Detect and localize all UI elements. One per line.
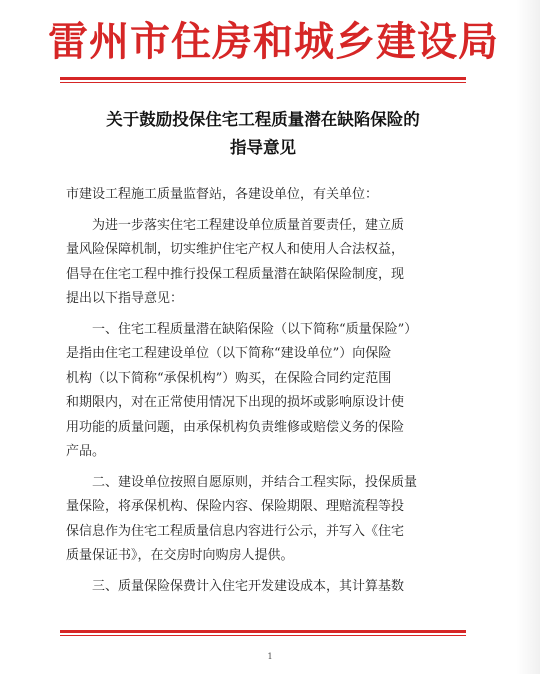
footer-rule-thick — [60, 630, 466, 633]
masthead-rule-thick — [60, 77, 466, 80]
text-line: 量风险保障机制，切实维护住宅产权人和使用人合法权益， — [66, 242, 405, 257]
document-title-line: 关于鼓励投保住宅工程质量潜在缺陷保险的 — [106, 110, 420, 129]
document-title — [60, 106, 466, 162]
text-line: 量保险，将承保机构、保险内容、保险期限、理赔流程等投 — [66, 499, 405, 514]
document-body — [66, 183, 470, 605]
text-line: 三、质量保险保费计入住宅开发建设成本，其计算基数 — [92, 578, 405, 594]
addressee: 市建设工程施工质量监督站，各建设单位，有关单位： — [66, 187, 379, 202]
text-line: 倡导在住宅工程中推行投保工程质量潜在缺陷保险制度，现 — [66, 266, 405, 282]
text-line: 质量保证书》，在交房时向购房人提供。 — [66, 548, 294, 563]
scan-edge-shadow — [516, 0, 540, 674]
footer-rule-thin — [60, 635, 466, 636]
text-line: 提出以下指导意见： — [66, 291, 184, 306]
text-line: 用功能的质量问题，由承保机构负责维修或赔偿义务的保险 — [66, 419, 405, 435]
text-line: 产品。 — [66, 444, 106, 459]
text-line: 是指由住宅工程建设单位（以下简称“建设单位”）向保险 — [66, 346, 392, 361]
document-title-line: 指导意见 — [230, 138, 296, 157]
paragraph-section-1 — [66, 318, 470, 465]
text-line: 机构（以下简称“承保机构”）购买，在保险合同约定范围 — [66, 370, 392, 386]
paragraph-intro — [66, 214, 470, 312]
masthead-rule-thin — [60, 82, 466, 83]
text-line: 保信息作为住宅工程质量信息内容进行公示，并写入《住宅 — [66, 523, 405, 539]
paragraph-section-2 — [66, 471, 470, 569]
text-line: 和期限内，对在正常使用情况下出现的损坏或影响原设计使 — [66, 395, 405, 410]
agency-masthead: 雷州市住房和城乡建设局 — [48, 18, 499, 65]
text-line: 二、建设单位按照自愿原则，并结合工程实际，投保质量 — [92, 474, 418, 490]
text-line: 一、住宅工程质量潜在缺陷保险（以下简称“质量保险”） — [92, 321, 418, 337]
text-line: 为进一步落实住宅工程建设单位质量首要责任，建立质 — [92, 217, 405, 233]
paragraph-section-3 — [66, 575, 470, 600]
page-number: 1 — [267, 652, 273, 661]
